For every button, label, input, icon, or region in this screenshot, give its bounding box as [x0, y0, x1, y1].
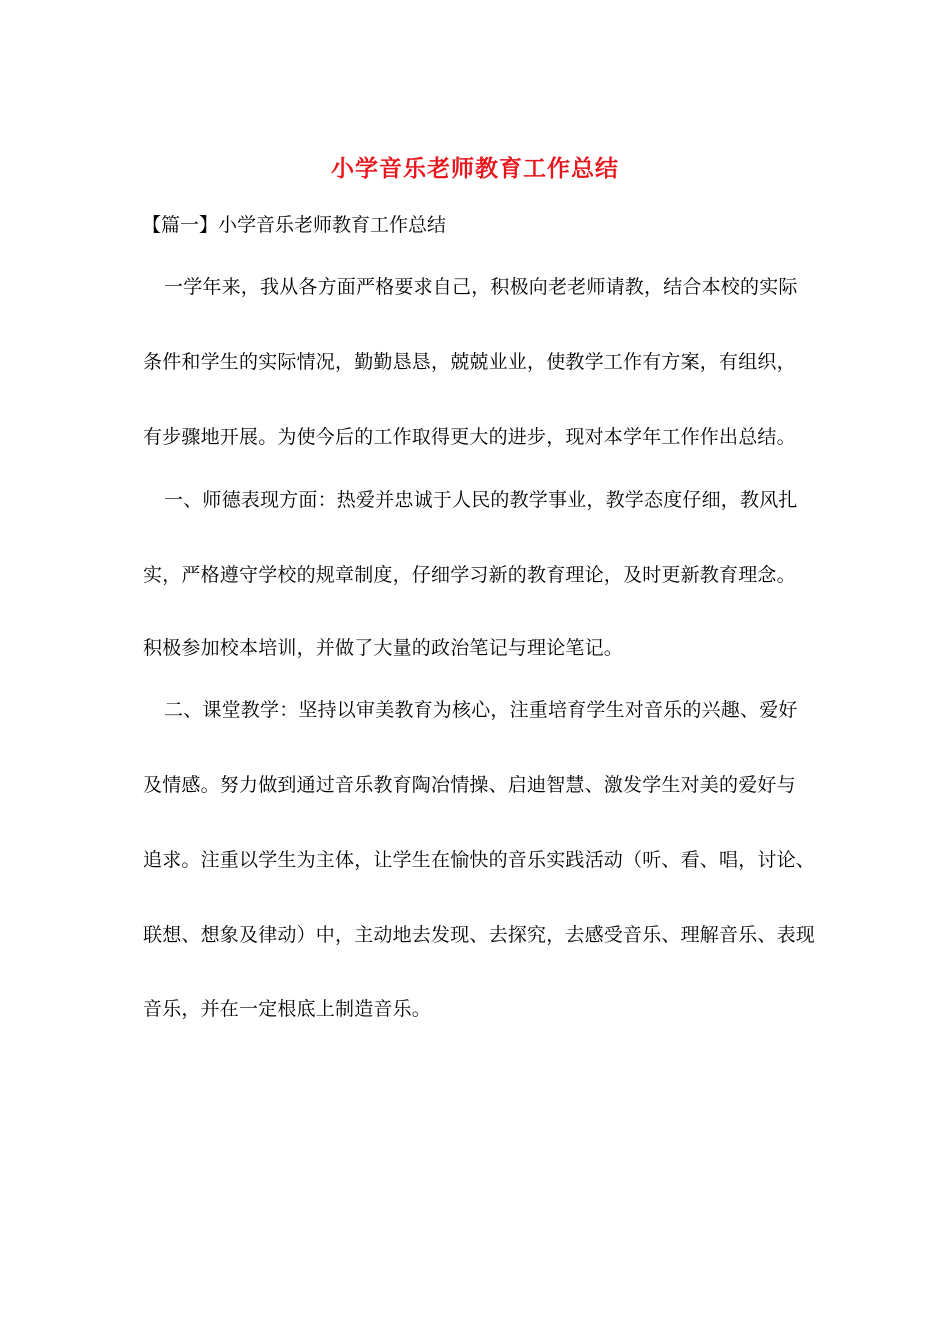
- paragraph-line: 追求。注重以学生为主体，让学生在愉快的音乐实践活动（听、看、唱，讨论、: [143, 849, 816, 871]
- paragraph-line: 积极参加校本培训，并做了大量的政治笔记与理论笔记。: [143, 637, 624, 659]
- paragraph-line: 一、师德表现方面：热爱并忠诚于人民的教学事业，教学态度仔细，教风扎: [164, 489, 798, 511]
- paragraph-line: 条件和学生的实际情况，勤勤恳恳，兢兢业业，使教学工作有方案，有组织，: [143, 351, 796, 373]
- document-title: 小学音乐老师教育工作总结: [331, 155, 619, 182]
- paragraph-line: 及情感。努力做到通过音乐教育陶冶情操、启迪智慧、激发学生对美的爱好与: [143, 774, 796, 796]
- paragraph-line: 有步骤地开展。为使今后的工作取得更大的进步，现对本学年工作作出总结。: [143, 426, 796, 448]
- paragraph-line: 实，严格遵守学校的规章制度，仔细学习新的教育理论，及时更新教育理念。: [143, 564, 796, 586]
- section-heading: 【篇一】小学音乐老师教育工作总结: [142, 214, 447, 236]
- paragraph-line: 二、课堂教学：坚持以审美教育为核心，注重培育学生对音乐的兴趣、爱好: [164, 699, 798, 721]
- paragraph-line: 联想、想象及律动）中，主动地去发现、去探究，去感受音乐、理解音乐、表现: [143, 924, 816, 946]
- paragraph-line: 音乐，并在一定根底上制造音乐。: [143, 998, 432, 1020]
- paragraph-line: 一学年来，我从各方面严格要求自己，积极向老老师请教，结合本校的实际: [164, 276, 798, 298]
